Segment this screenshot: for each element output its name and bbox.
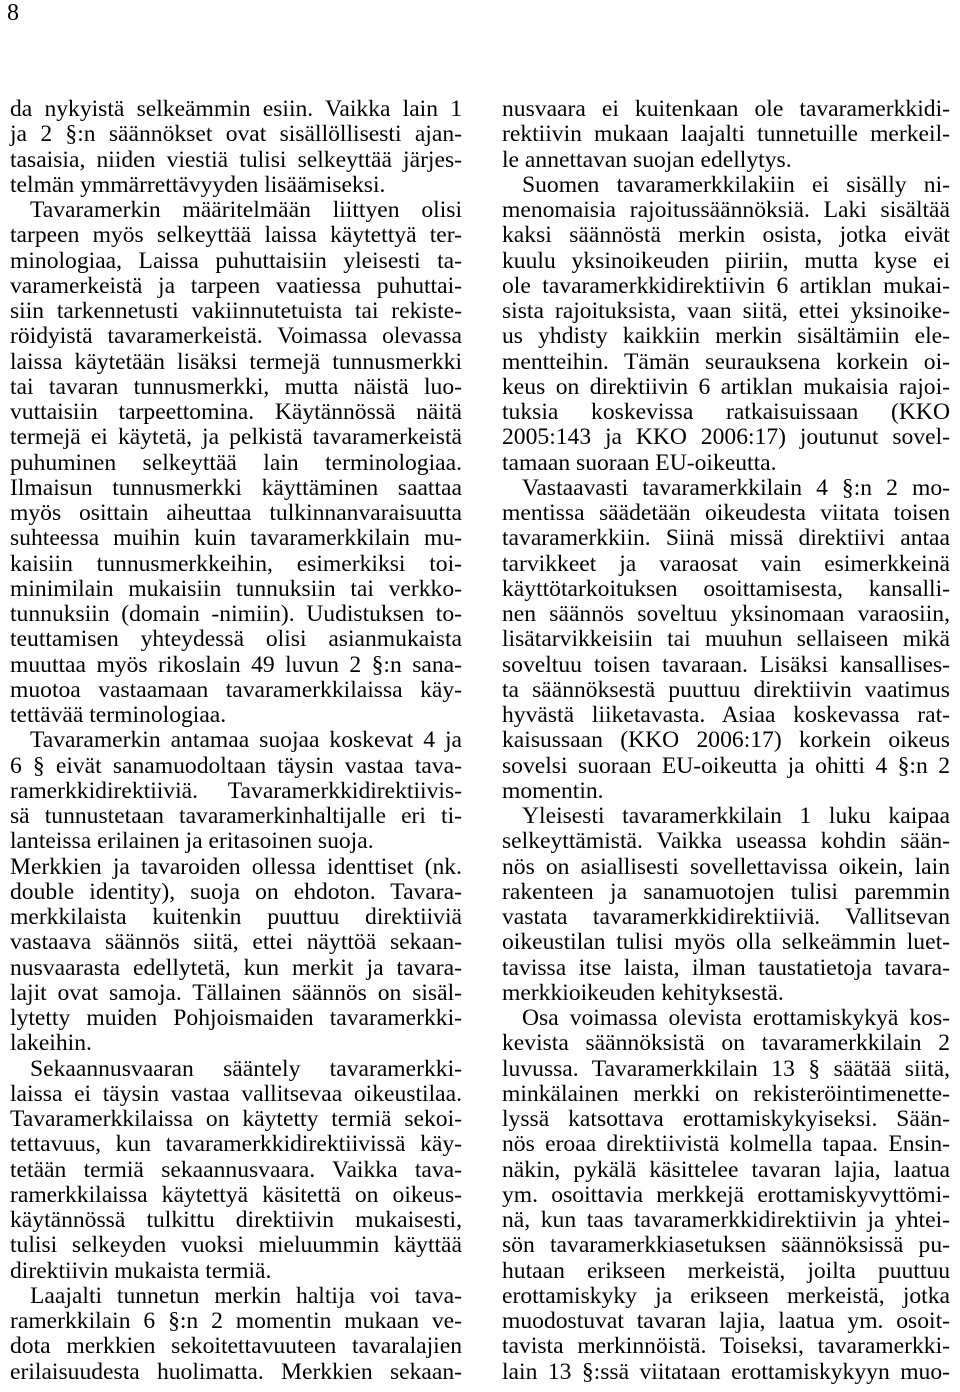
text-line: sista rajoituksista, vaan siitä, ettei yksinoike-: [502, 298, 950, 324]
text-line: direktiivin mukaista termiä.: [10, 1257, 272, 1284]
text-line: ole tavaramerkkidirektiivin 6 artiklan mukai-: [502, 272, 950, 299]
text-line: tai tavaran tunnusmerkki, mutta näistä luo-: [10, 373, 462, 400]
text-line: ramerkkidirektiiviä. Tavaramerkkidirektiivis-: [10, 777, 462, 804]
text-line: lanteissa erilainen ja eritasoinen suoja.: [10, 828, 374, 855]
text-line: lajit ovat samoja. Tällainen säännös on sisäl-: [10, 979, 462, 1006]
paragraph: [502, 476, 950, 804]
text-line: oikeustilan tulisi myös olla selkeämmin luet-: [502, 929, 950, 956]
text-line: Tavaramerkin antamaa suojaa koskevat 4 ja: [30, 727, 462, 754]
text-line: tuksia koskevissa ratkaisuissaan (KKO: [502, 399, 950, 425]
text-line: rektiivin mukaan laajalti tunnetuille merkeil-: [502, 121, 950, 148]
text-line: mentissa säädetään oikeudesta viitata toisen: [502, 500, 950, 526]
text-line: lytetty muiden Pohjoismaiden tavaramerkki-: [10, 1005, 462, 1031]
text-line: menomaisia rajoitussäännöksiä. Laki sisältää: [502, 197, 950, 223]
text-line: double identity), suoja on ehdoton. Tavara-: [10, 878, 462, 905]
text-line: nusvaara ei kuitenkaan ole tavaramerkkidi-: [502, 96, 950, 122]
text-line: kaisiin tunnusmerkkeihin, esimerkiksi toi-: [10, 550, 462, 577]
text-line: lyssä katsottava erottamiskykyiseksi. Sään-: [502, 1106, 950, 1132]
text-line: tettavuus, kun tavaramerkkidirektiivissä käy-: [10, 1131, 462, 1158]
text-line: ramerkkilaissa käytettyä käsitettä on oikeus-: [10, 1181, 462, 1208]
text-line: kevista säännöksistä on tavaramerkkilain 2: [502, 1030, 950, 1057]
text-line: siin tarkennetusti vakiinnutetuista tai rekiste-: [10, 298, 462, 324]
text-line: kaisussaan (KKO 2006:17) korkein oikeus: [502, 727, 950, 754]
left-column: [10, 97, 462, 1385]
text-line: Laajalti tunnetun merkin haltija voi tava-: [30, 1282, 462, 1309]
text-line: merkkilaista kuitenkin puuttuu direktiiviä: [10, 904, 462, 930]
text-line: Vastaavasti tavaramerkkilain 4 §:n 2 mo-: [522, 474, 950, 501]
paragraph: [502, 97, 950, 173]
text-line: teuttamisen yhteydessä olisi asianmukaista: [10, 626, 462, 653]
text-line: varamerkeistä ja tarpeen vaatiessa puhuttai-: [10, 272, 462, 299]
text-line: puhuminen selkeyttää lain terminologiaa.: [10, 449, 462, 476]
text-line: näkin, pykälä käsittelee tavaran lajia, laatua: [502, 1156, 950, 1183]
text-line: dota merkkien sekoitettavuuteen tavaralajien: [10, 1333, 462, 1360]
text-line: momentin.: [502, 777, 604, 804]
text-line: nös eroaa direktiivistä kolmella tapaa. Ensin-: [502, 1131, 950, 1158]
text-line: sön tavaramerkkiasetuksen säännöksissä pu-: [502, 1232, 950, 1259]
text-line: ta säännöksestä puuttuu direktiivin vaatimus: [502, 676, 950, 703]
text-line: sovelsi suoraan EU-oikeutta ja ohitti 4 §:n 2: [502, 752, 950, 779]
text-line: laissa ei täysin vastaa vallitsevaa oikeustilaa.: [10, 1080, 462, 1107]
right-column: [502, 97, 950, 1385]
text-line: tamaan suoraan EU-oikeutta.: [502, 449, 777, 476]
text-line: us yhdisty kaikkiin merkin sisältämiin ele-: [502, 323, 950, 350]
text-line: minimilain mukaisiin tunnuksiin tai verkko-: [10, 575, 462, 602]
text-line: 2005:143 ja KKO 2006:17) joutunut sovel-: [502, 424, 950, 451]
text-line: kaksi säännöstä merkin osista, jotka eivät: [502, 222, 950, 249]
text-line: tettävää terminologiaa.: [10, 702, 227, 728]
text-line: muotoa vastaamaan tavaramerkkilaissa käy-: [10, 676, 462, 703]
text-line: merkkioikeuden kehityksestä.: [502, 979, 784, 1006]
text-line: ramerkkilain 6 §:n 2 momentin mukaan ve-: [10, 1308, 462, 1334]
text-line: le annettavan suojan edellytys.: [502, 146, 792, 173]
text-line: vastaava säännös siitä, ettei näyttöä sekaan-: [10, 929, 462, 956]
paragraph: [10, 1057, 462, 1284]
text-line: tasaisia, niiden viestiä tulisi selkeyttää järjes-: [10, 146, 462, 173]
paragraph: [502, 1006, 950, 1385]
text-line: lain 13 §:ssä viitataan erottamiskykyyn muo-: [502, 1358, 950, 1385]
text-line: Osa voimassa olevista erottamiskykyä kos-: [522, 1005, 950, 1031]
text-line: tulisi selkeyden vuoksi mieluummin käyttää: [10, 1232, 462, 1259]
text-line: tavaramerkkiin. Siinä missä direktiivi antaa: [502, 525, 950, 552]
text-line: nös on asiallisesti sovellettavissa oikein, lain: [502, 853, 950, 880]
text-line: ja 2 §:n säännökset ovat sisällöllisesti ajan-: [10, 121, 462, 148]
text-line: ym. osoittavia merkkejä erottamiskyvyttömi-: [502, 1181, 950, 1208]
text-line: mentteihin. Tämän seurauksena korkein oi-: [502, 348, 950, 375]
text-line: soveltuu toisen tavaraan. Lisäksi kansallises-: [502, 651, 950, 678]
paragraph: [10, 728, 462, 854]
page-number: 8: [7, 0, 19, 26]
text-line: hyvästä liiketavasta. Asiaa koskevassa rat-: [502, 702, 950, 728]
text-line: minologiaa, Laissa puhuttaisiin yleisesti ta-: [10, 247, 462, 274]
text-line: Suomen tavaramerkkilakiin ei sisälly ni-: [522, 171, 950, 198]
text-line: Tavaramerkkilaissa on käytetty termiä sekoi-: [10, 1106, 462, 1132]
text-line: nen säännös soveltuu yksinomaan varaosiin,: [502, 601, 950, 627]
text-line: luvussa. Tavaramerkkilain 13 § säätää siitä,: [502, 1055, 950, 1082]
text-line: Sekaannusvaaran sääntely tavaramerkki-: [30, 1055, 462, 1082]
text-line: tarvikkeet ja varaosat vain esimerkkeinä: [502, 550, 950, 577]
text-line: kuulu yksinoikeuden piiriin, mutta kyse ei: [502, 247, 950, 274]
text-line: myös osittain aiheuttaa tulkinnanvaraisuutta: [10, 500, 462, 526]
text-line: hutaan erikseen merkeistä, joilta puuttuu: [502, 1257, 950, 1284]
text-line: tavissa itse laista, ilman taustatietoja tavara-: [502, 954, 950, 981]
text-line: da nykyistä selkeämmin esiin. Vaikka lain 1: [10, 96, 462, 122]
text-line: nä, kun taas tavaramerkkidirektiivin ja yhtei-: [502, 1207, 950, 1233]
text-line: lakeihin.: [10, 1030, 92, 1057]
text-line: erottamiskyky ja erikseen merkeistä, jotka: [502, 1282, 950, 1309]
text-line: tarpeen myös selkeyttää laissa käytettyä ter-: [10, 222, 462, 249]
text-line: Tavaramerkin määritelmään liittyen olisi: [30, 197, 462, 223]
text-line: tetään termiä sekaannusvaara. Vaikka tava-: [10, 1156, 462, 1183]
text-line: selkeyttämistä. Vaikka useassa kohdin sään-: [502, 828, 950, 855]
text-line: erilaisuudesta huolimatta. Merkkien sekaan-: [10, 1358, 462, 1385]
paragraph: [10, 855, 462, 1057]
text-line: telmän ymmärrettävyyden lisäämiseksi.: [10, 171, 386, 198]
text-line: sä tunnustetaan tavaramerkinhaltijalle eri ti-: [10, 803, 462, 829]
text-line: laissa käytetään lisäksi termejä tunnusmerkki: [10, 348, 462, 375]
text-line: vastata tavaramerkkidirektiiviä. Vallitsevan: [502, 904, 950, 930]
text-line: tunnuksiin (domain -nimiin). Uudistuksen to-: [10, 601, 462, 627]
paragraph: [502, 804, 950, 1006]
text-line: 6 § eivät sanamuodoltaan täysin vastaa tava-: [10, 752, 462, 779]
paragraph: [10, 198, 462, 728]
text-line: suhteessa muihin kuin tavaramerkkilain mu-: [10, 525, 462, 552]
text-line: rakenteen ja sanamuotojen tulisi paremmin: [502, 878, 950, 905]
text-line: röidyistä tavaramerkeistä. Voimassa olevassa: [10, 323, 462, 350]
text-line: muuttaa myös rikoslain 49 luvun 2 §:n sana-: [10, 651, 462, 678]
text-line: Ilmaisun tunnusmerkki käyttäminen saattaa: [10, 474, 462, 501]
text-line: keus on direktiivin 6 artiklan mukaisia rajoi-: [502, 373, 950, 400]
text-line: Yleisesti tavaramerkkilain 1 luku kaipaa: [522, 803, 950, 829]
text-line: vuttaisiin tarpeettomina. Käytännössä näitä: [10, 399, 462, 425]
paragraph: [10, 1284, 462, 1385]
text-line: nusvaarasta edellytetä, kun merkit ja tavara-: [10, 954, 462, 981]
text-line: käyttötarkoituksen osoittamisesta, kansalli-: [502, 575, 950, 602]
text-line: tavista merkinnöistä. Toiseksi, tavaramerkki-: [502, 1333, 950, 1360]
text-line: käytännössä tulkittu direktiivin mukaisesti,: [10, 1207, 462, 1233]
text-line: muodostuvat tavaran lajia, laatua ym. osoit-: [502, 1308, 950, 1334]
text-line: Merkkien ja tavaroiden ollessa identtiset (nk.: [10, 853, 462, 880]
text-line: lisätarvikkeisiin tai muuhun sellaiseen mikä: [502, 626, 950, 653]
text-line: termejä ei käytetä, ja pelkistä tavaramerkeistä: [10, 424, 462, 451]
text-line: minkälainen merkki on rekisteröintimenette-: [502, 1080, 950, 1107]
paragraph: [10, 97, 462, 198]
paragraph: [502, 173, 950, 476]
